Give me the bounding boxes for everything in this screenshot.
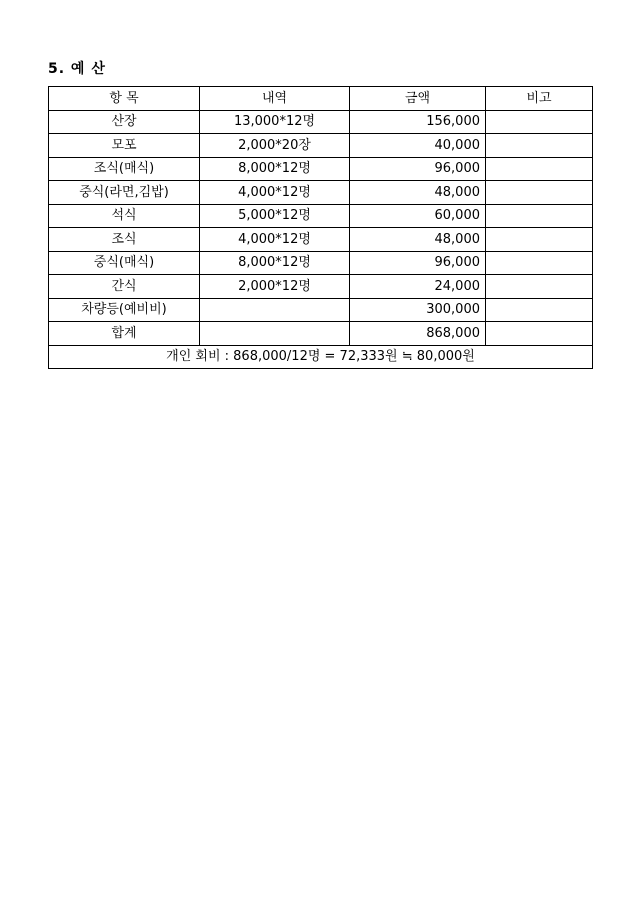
cell-amount: 60,000: [350, 204, 486, 228]
cell-item: 조식(매식): [49, 157, 200, 181]
cell-item: 모포: [49, 134, 200, 158]
cell-item: 석식: [49, 204, 200, 228]
cell-detail: 5,000*12명: [200, 204, 350, 228]
cell-detail: 2,000*20장: [200, 134, 350, 158]
cell-item: 중식(매식): [49, 251, 200, 275]
budget-table: [48, 86, 593, 369]
table-row: [49, 298, 593, 322]
header-note: 비고: [486, 87, 593, 111]
cell-detail: [200, 298, 350, 322]
table-row: [49, 204, 593, 228]
cell-amount: 156,000: [350, 110, 486, 134]
cell-amount: 96,000: [350, 157, 486, 181]
cell-item: 차량등(예비비): [49, 298, 200, 322]
header-item: 항 목: [49, 87, 200, 111]
cell-item: 중식(라면,김밥): [49, 181, 200, 205]
cell-note: [486, 181, 593, 205]
cell-detail: 8,000*12명: [200, 251, 350, 275]
cell-note: [486, 204, 593, 228]
cell-detail: 2,000*12명: [200, 275, 350, 299]
cell-note: [486, 275, 593, 299]
cell-amount: 868,000: [350, 322, 486, 346]
cell-note: [486, 228, 593, 252]
cell-amount: 40,000: [350, 134, 486, 158]
section-heading: 5. 예 산: [48, 61, 106, 77]
cell-note: [486, 298, 593, 322]
cell-item: 간식: [49, 275, 200, 299]
cell-amount: 300,000: [350, 298, 486, 322]
table-row: [49, 251, 593, 275]
cell-note: [486, 110, 593, 134]
cell-note: [486, 251, 593, 275]
header-amount: 금액: [350, 87, 486, 111]
table-row: [49, 134, 593, 158]
cell-note: [486, 322, 593, 346]
cell-detail: 8,000*12명: [200, 157, 350, 181]
cell-detail: 13,000*12명: [200, 110, 350, 134]
total-row: [49, 322, 593, 346]
table-row: [49, 181, 593, 205]
table-row: [49, 228, 593, 252]
table-row: [49, 157, 593, 181]
cell-item: 조식: [49, 228, 200, 252]
header-detail: 내역: [200, 87, 350, 111]
cell-detail: 4,000*12명: [200, 181, 350, 205]
table-header-row: [49, 87, 593, 111]
cell-item: 합계: [49, 322, 200, 346]
cell-detail: [200, 322, 350, 346]
per-person-fee-summary: 개인 회비 : 868,000/12명 = 72,333원 ≒ 80,000원: [49, 345, 593, 369]
cell-amount: 48,000: [350, 228, 486, 252]
cell-amount: 24,000: [350, 275, 486, 299]
table-row: [49, 110, 593, 134]
cell-note: [486, 157, 593, 181]
cell-detail: 4,000*12명: [200, 228, 350, 252]
cell-note: [486, 134, 593, 158]
summary-row: [49, 345, 593, 369]
cell-item: 산장: [49, 110, 200, 134]
cell-amount: 48,000: [350, 181, 486, 205]
table-row: [49, 275, 593, 299]
cell-amount: 96,000: [350, 251, 486, 275]
